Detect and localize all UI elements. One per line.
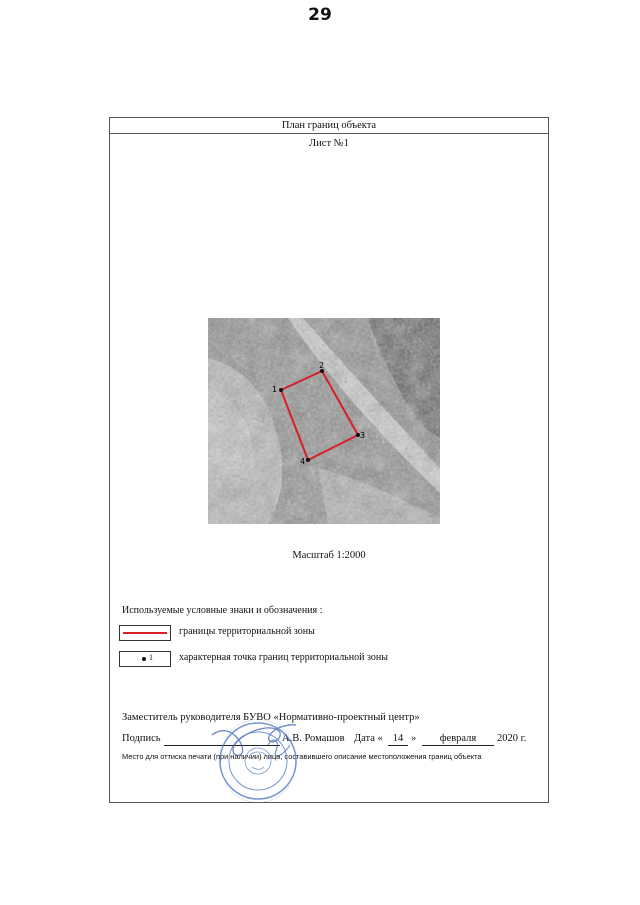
signature-line [122,733,542,749]
legend-symbol-red-line [119,625,171,641]
sheet-title: План границ объекта [110,118,548,134]
signer-name: А.В. Ромашов [282,733,345,744]
sheet-number: Лист №1 [309,138,349,149]
legend-text-point: характерная точка границ территориальной зоны [179,652,388,663]
map-svg [208,318,440,524]
legend-symbol-point [119,651,171,667]
date-label: Дата « [354,733,383,744]
date-day-close: » [411,733,417,744]
boundary-point-label-3: 3 [360,431,366,440]
map-scale: Масштаб 1:2000 [292,550,366,561]
signer-position: Заместитель руководителя БУВО «Нормативно-проектный центр» [122,712,420,723]
legend-point-number: 1 [149,653,153,662]
page-number: 29 [308,5,332,25]
date-day: 14 [388,733,408,746]
boundary-point-label-4: 4 [300,457,306,466]
stamp-place-note: Место для оттиска печати (при наличии) лица, составившего описание местоположения границ объекта [122,752,482,761]
boundary-point-1 [279,388,283,392]
point-dot-icon [142,657,146,661]
red-line-icon [123,632,167,634]
boundary-point-label-1: 1 [272,385,278,394]
satellite-map [208,318,440,524]
signature-label: Подпись [122,733,161,744]
boundary-plan-sheet [109,117,549,803]
seal-stamp-icon [206,715,306,805]
date-year: 2020 г. [497,733,527,744]
boundary-point-label-2: 2 [319,361,325,370]
legend-text-boundary: границы территориальной зоны [179,626,315,637]
date-month: февраля [422,733,494,746]
boundary-point-4 [306,458,310,462]
legend-title: Используемые условные знаки и обозначения : [122,605,323,616]
